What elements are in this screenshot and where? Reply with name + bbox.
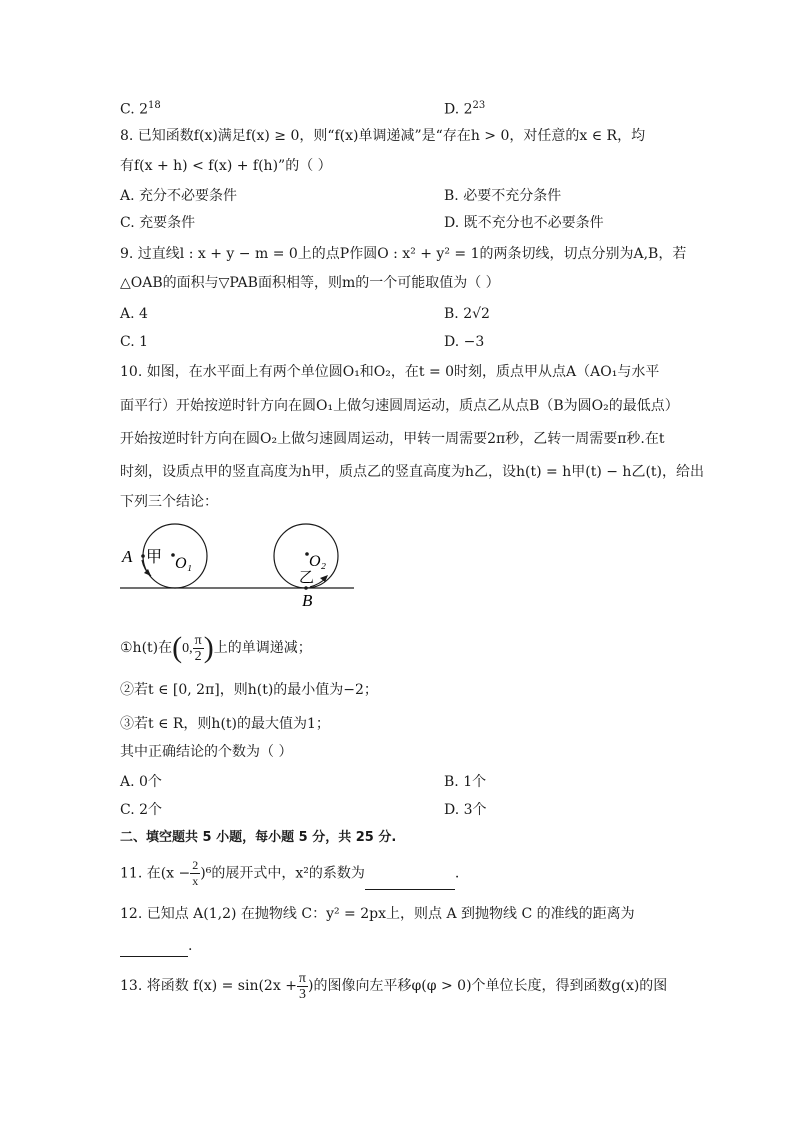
q12-line-1: 12. 已知点 A(1,2) 在抛物线 C：y² = 2px上，则点 A 到抛物线 C 的准线的距离为 [120, 906, 635, 922]
q10-conclusion-3: ③若t ∈ R，则h(t)的最大值为1； [120, 716, 330, 732]
q11-end: . [454, 865, 460, 882]
q8-option-d: D. 既不充分也不必要条件 [444, 215, 604, 231]
q10-line-3: 开始按逆时针方向在圆O₂上做匀速圆周运动，甲转一周需要2π秒，乙转一周需要π秒.在t [120, 431, 665, 447]
q10-line-1: 10. 如图，在水平面上有两个单位圆O₁和O₂，在t = 0时刻，质点甲从点A（AO₁与水平 [120, 364, 660, 380]
q12-end: . [188, 938, 193, 954]
q10-figure [118, 518, 358, 613]
c1-paren-close: ) [203, 631, 214, 664]
q7-option-d-text: D. 2 [444, 101, 473, 118]
q12-answer-blank[interactable] [120, 936, 188, 957]
q10-conclusion-1 [120, 632, 312, 665]
label-a: A [122, 547, 133, 566]
q10-option-a: A. 0个 [120, 774, 162, 790]
q7-option-d [444, 96, 485, 120]
q7-option-c-exp: 18 [148, 100, 161, 111]
q7-option-d-exp: 23 [472, 100, 486, 111]
q11-pre: 11. 在(x − [120, 865, 191, 882]
q8-line-1: 8. 已知函数f(x)满足f(x) ≥ 0，则“f(x)单调递减”是“存在h > 0，对任意的x ∈ R，均 [120, 128, 646, 144]
q8-option-c: C. 充要条件 [120, 215, 196, 231]
c1-prefix: ①h(t)在 [120, 640, 173, 656]
c1-left: 0, [182, 641, 193, 656]
q8-option-a: A. 充分不必要条件 [120, 188, 238, 204]
q10-line-4: 时刻，设质点甲的竖直高度为h甲，质点乙的竖直高度为h乙，设h(t) = h甲(t) − h乙(t)，给出 [120, 464, 704, 480]
q10-question: 其中正确结论的个数为（ ） [120, 744, 293, 760]
q9-option-d: D. −3 [444, 334, 485, 350]
q13-post: )的图像向左平移φ(φ > 0)个单位长度，得到函数g(x)的图 [308, 978, 668, 994]
label-yi: 乙 [299, 570, 315, 586]
q11-num: 2 [192, 858, 199, 872]
point-a-dot [141, 554, 145, 558]
q12-line-2 [120, 936, 192, 957]
q9-option-b: B. 2√2 [444, 306, 490, 322]
q13-pre: 13. 将函数 f(x) = sin(2x + [120, 978, 297, 994]
q8-line-2: 有f(x + h) < f(x) + f(h)”的（ ） [120, 158, 332, 174]
c1-post: 上的单调递减； [213, 640, 312, 656]
c1-den: 2 [194, 648, 202, 664]
q13-fraction [297, 971, 308, 1002]
q9-option-a: A. 4 [120, 306, 148, 322]
q11-line [120, 858, 459, 890]
point-b-dot [304, 586, 308, 590]
label-o2: O₂ [309, 553, 327, 570]
q8-option-b: B. 必要不充分条件 [444, 188, 562, 204]
q13-den: 3 [298, 986, 306, 1002]
q10-option-d: D. 3个 [444, 802, 487, 818]
section-2-heading: 二、填空题共 5 小题，每小题 5 分，共 25 分. [120, 830, 397, 845]
label-jia: 甲 [146, 549, 163, 566]
q10-line-5: 下列三个结论： [120, 494, 218, 510]
q7-option-c-text: C. 2 [120, 101, 149, 118]
q11-fraction [190, 858, 200, 889]
q11-post: )⁶的展开式中，x²的系数为 [200, 865, 365, 882]
q13-line-1 [120, 970, 667, 1002]
q11-answer-blank[interactable] [365, 859, 455, 890]
q10-option-c: C. 2个 [120, 802, 163, 818]
c1-num: π [194, 632, 202, 648]
q10-conclusion-2: ②若t ∈ [0, 2π]，则h(t)的最小值为−2； [120, 682, 378, 698]
q10-line-2: 面平行）开始按逆时针方向在圆O₁上做匀速圆周运动，质点乙从点B（B为圆O₂的最低点） [120, 398, 679, 414]
label-b: B [302, 591, 313, 610]
q7-option-c [120, 96, 161, 120]
arrowhead-jia-icon [144, 569, 151, 576]
q9-line-2: △OAB的面积与▽PAB面积相等，则m的一个可能取值为（ ） [120, 275, 500, 291]
c1-fraction [193, 633, 204, 664]
label-o1: O₁ [175, 555, 193, 572]
q9-option-c: C. 1 [120, 334, 149, 350]
q9-line-1: 9. 过直线l : x + y − m = 0上的点P作圆O : x² + y² = 1的两条切线，切点分别为A,B，若 [120, 246, 687, 262]
q10-option-b: B. 1个 [444, 774, 487, 790]
c1-paren-open: ( [172, 631, 183, 664]
q13-num: π [298, 970, 306, 986]
q11-den: x [192, 874, 199, 888]
